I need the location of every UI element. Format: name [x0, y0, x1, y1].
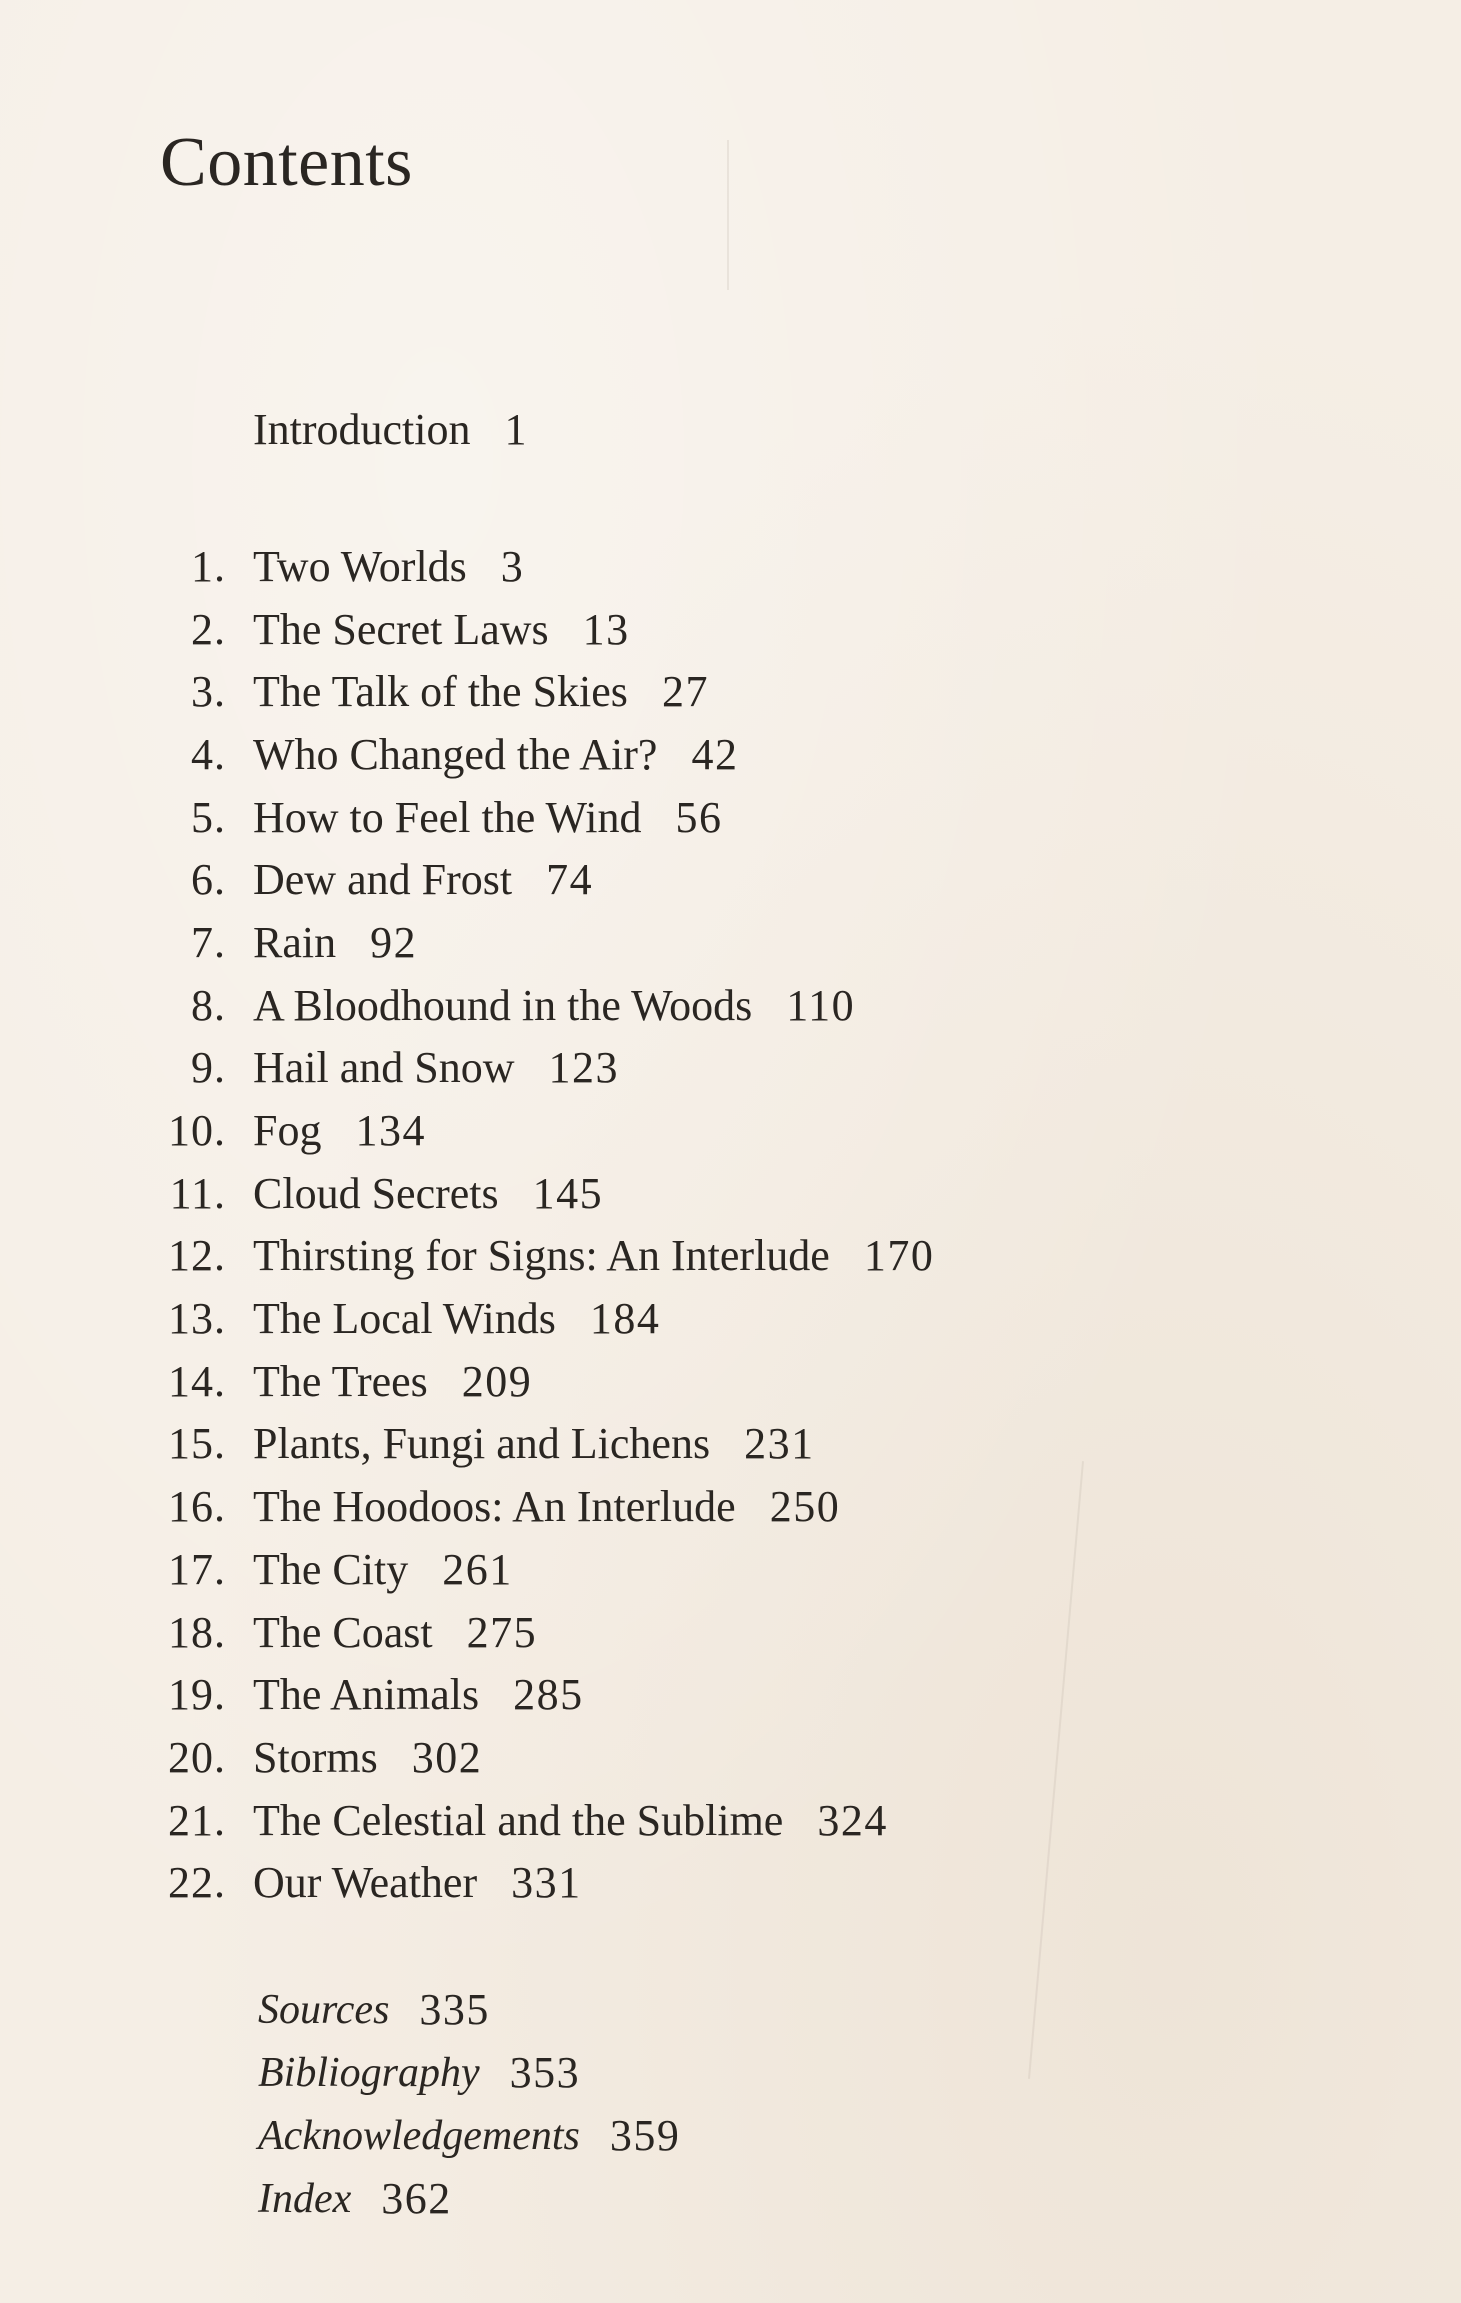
chapter-title: The Celestial and the Sublime — [253, 1795, 784, 1845]
chapter-number: 22. — [168, 1858, 226, 1908]
chapter-entry[interactable] — [160, 1162, 934, 1225]
chapter-title: A Bloodhound in the Woods — [253, 980, 753, 1030]
chapter-entry[interactable] — [160, 1350, 934, 1413]
chapter-list — [160, 535, 934, 1914]
chapter-title: The Animals — [253, 1670, 480, 1720]
chapter-page: 331 — [511, 1858, 582, 1908]
chapter-page: 145 — [532, 1168, 604, 1218]
chapter-entry[interactable] — [160, 911, 934, 974]
chapter-page: 275 — [466, 1607, 538, 1657]
backmatter-title: Acknowledgements — [258, 2112, 580, 2159]
page-title: Contents — [160, 124, 413, 201]
chapter-page: 184 — [589, 1294, 661, 1344]
chapter-page: 250 — [769, 1482, 841, 1532]
chapter-title: The Trees — [253, 1356, 428, 1406]
chapter-number: 14. — [168, 1356, 226, 1406]
chapter-entry[interactable] — [160, 1475, 934, 1538]
chapter-title: Rain — [253, 917, 337, 967]
backmatter-entry[interactable] — [258, 2104, 680, 2167]
chapter-entry[interactable] — [160, 598, 934, 661]
chapter-title: The Talk of the Skies — [253, 667, 628, 717]
chapter-entry[interactable] — [160, 1851, 934, 1914]
introduction-entry[interactable] — [253, 405, 529, 454]
chapter-page: 285 — [513, 1670, 584, 1720]
chapter-page: 302 — [411, 1732, 483, 1782]
introduction-label: Introduction — [253, 405, 471, 454]
chapter-title: How to Feel the Wind — [253, 792, 642, 842]
chapter-number: 20. — [168, 1732, 226, 1782]
chapter-title: Storms — [253, 1732, 378, 1782]
chapter-page: 110 — [786, 980, 856, 1030]
backmatter-page: 335 — [419, 1985, 490, 2034]
chapter-entry[interactable] — [160, 1037, 934, 1100]
chapter-entry[interactable] — [160, 1225, 934, 1288]
chapter-entry[interactable] — [160, 1601, 934, 1664]
chapter-title: The Hoodoos: An Interlude — [253, 1482, 736, 1532]
chapter-entry[interactable] — [160, 723, 934, 786]
chapter-number: 13. — [168, 1294, 226, 1344]
chapter-number: 4. — [191, 729, 226, 779]
chapter-page: 261 — [442, 1544, 513, 1594]
chapter-title: Who Changed the Air? — [253, 729, 658, 779]
chapter-page: 56 — [675, 792, 723, 842]
chapter-entry[interactable] — [160, 660, 934, 723]
chapter-entry[interactable] — [160, 974, 934, 1037]
chapter-number: 5. — [191, 792, 226, 842]
chapter-number: 3. — [191, 667, 226, 717]
chapter-number: 11. — [169, 1168, 226, 1218]
chapter-title: Thirsting for Signs: An Interlude — [253, 1231, 830, 1281]
chapter-entry[interactable] — [160, 1413, 934, 1476]
chapter-number: 12. — [168, 1231, 226, 1281]
backmatter-entry[interactable] — [258, 2167, 680, 2230]
chapter-entry[interactable] — [160, 1663, 934, 1726]
chapter-number: 6. — [191, 855, 226, 905]
backmatter-list — [258, 1978, 680, 2230]
chapter-number: 10. — [168, 1106, 226, 1156]
chapter-number: 21. — [168, 1795, 226, 1845]
chapter-entry[interactable] — [160, 786, 934, 849]
backmatter-page: 359 — [609, 2111, 681, 2160]
chapter-title: Cloud Secrets — [253, 1168, 499, 1218]
chapter-number: 17. — [168, 1544, 226, 1594]
chapter-entry[interactable] — [160, 1726, 934, 1789]
chapter-page: 74 — [546, 855, 594, 905]
backmatter-title: Index — [258, 2175, 352, 2222]
introduction-page: 1 — [504, 405, 529, 454]
chapter-title: Plants, Fungi and Lichens — [253, 1419, 711, 1469]
chapter-entry[interactable] — [160, 1538, 934, 1601]
chapter-number: 9. — [191, 1043, 226, 1093]
backmatter-page: 353 — [509, 2048, 581, 2097]
chapter-page: 42 — [691, 729, 739, 779]
chapter-page: 92 — [370, 917, 418, 967]
chapter-title: The City — [253, 1544, 409, 1594]
chapter-entry[interactable] — [160, 535, 934, 598]
backmatter-entry[interactable] — [258, 1978, 680, 2041]
chapter-title: Two Worlds — [253, 541, 467, 591]
chapter-page: 134 — [355, 1106, 426, 1156]
chapter-entry[interactable] — [160, 848, 934, 911]
chapter-number: 2. — [191, 604, 226, 654]
chapter-entry[interactable] — [160, 1099, 934, 1162]
chapter-page: 231 — [744, 1419, 815, 1469]
backmatter-title: Bibliography — [258, 2049, 480, 2096]
chapter-title: Fog — [253, 1106, 322, 1156]
page-crease — [1028, 1461, 1084, 2079]
chapter-number: 16. — [168, 1482, 226, 1532]
chapter-page: 324 — [817, 1795, 888, 1845]
chapter-title: The Secret Laws — [253, 604, 549, 654]
chapter-title: Our Weather — [253, 1858, 478, 1908]
chapter-title: Hail and Snow — [253, 1043, 515, 1093]
backmatter-entry[interactable] — [258, 2041, 680, 2104]
chapter-number: 19. — [168, 1670, 226, 1720]
backmatter-title: Sources — [258, 1986, 390, 2033]
chapter-title: Dew and Frost — [253, 855, 513, 905]
page-crease — [727, 140, 729, 290]
chapter-page: 13 — [582, 604, 630, 654]
chapter-page: 209 — [461, 1356, 533, 1406]
chapter-entry[interactable] — [160, 1789, 934, 1852]
chapter-page: 3 — [500, 541, 525, 591]
chapter-number: 8. — [191, 980, 226, 1030]
chapter-title: The Local Winds — [253, 1294, 556, 1344]
chapter-number: 7. — [191, 917, 226, 967]
chapter-title: The Coast — [253, 1607, 433, 1657]
chapter-number: 15. — [168, 1419, 226, 1469]
chapter-page: 170 — [863, 1231, 935, 1281]
chapter-page: 123 — [548, 1043, 620, 1093]
backmatter-page: 362 — [381, 2174, 452, 2223]
chapter-number: 18. — [168, 1607, 226, 1657]
chapter-page: 27 — [661, 667, 709, 717]
chapter-entry[interactable] — [160, 1287, 934, 1350]
chapter-number: 1. — [191, 541, 226, 591]
